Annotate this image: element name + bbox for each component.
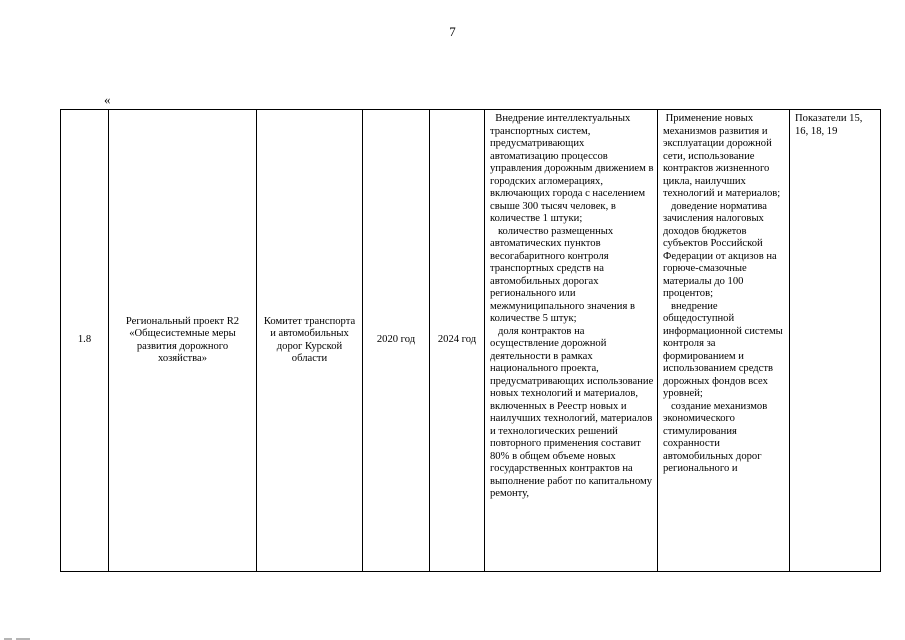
executor: Комитет транспорта и автомобильных дорог Курской области: [257, 110, 363, 572]
measures-table: [60, 109, 881, 572]
table-row: [61, 110, 881, 572]
start-date: 2020 год: [363, 110, 430, 572]
row-number: 1.8: [61, 110, 109, 572]
page-number: 7: [449, 24, 456, 39]
expected-results: Внедрение интеллектуальных транспортных систем, предусматривающих автоматизацию процессов управления дорожным движением в городских агломерациях, включающих города с населением свыше 300 тысяч человек, в количестве 1 штуки; количество размещенных автоматических пунктов весогабаритного контроля транспортных средств на автомобильных дорогах регионального или межмуниципального значения в количестве 5 штук; доля контрактов на осуществление дорожной деятельности в рамках национального проекта, предусматривающих использование новых технологий и материалов, включенных в Реестр новых и наилучших технологий, материалов и технологических решений повторного применения составит 80% в общем объеме новых государственных контрактов на выполнение работ по капитальному ремонту,: [485, 110, 658, 572]
project-name: Региональный проект R2 «Общесистемные меры развития дорожного хозяйства»: [109, 110, 257, 572]
scan-artifact: [0, 636, 40, 640]
opening-quote: «: [104, 92, 111, 107]
mechanisms: Применение новых механизмов развития и эксплуатации дорожной сети, использование контрактов жизненного цикла, наилучших технологий и материалов; доведение норматива зачисления налоговых доходов бюджетов субъектов Российской Федерации от акцизов на горюче-смазочные материалы до 100 процентов; внедрение общедоступной информационной системы контроля за формированием и использованием средств дорожных фондов всех уровней; создание механизмов экономического стимулирования сохранности автомобильных дорог регионального и: [658, 110, 790, 572]
end-date: 2024 год: [430, 110, 485, 572]
indicators: Показатели 15, 16, 18, 19: [790, 110, 881, 572]
